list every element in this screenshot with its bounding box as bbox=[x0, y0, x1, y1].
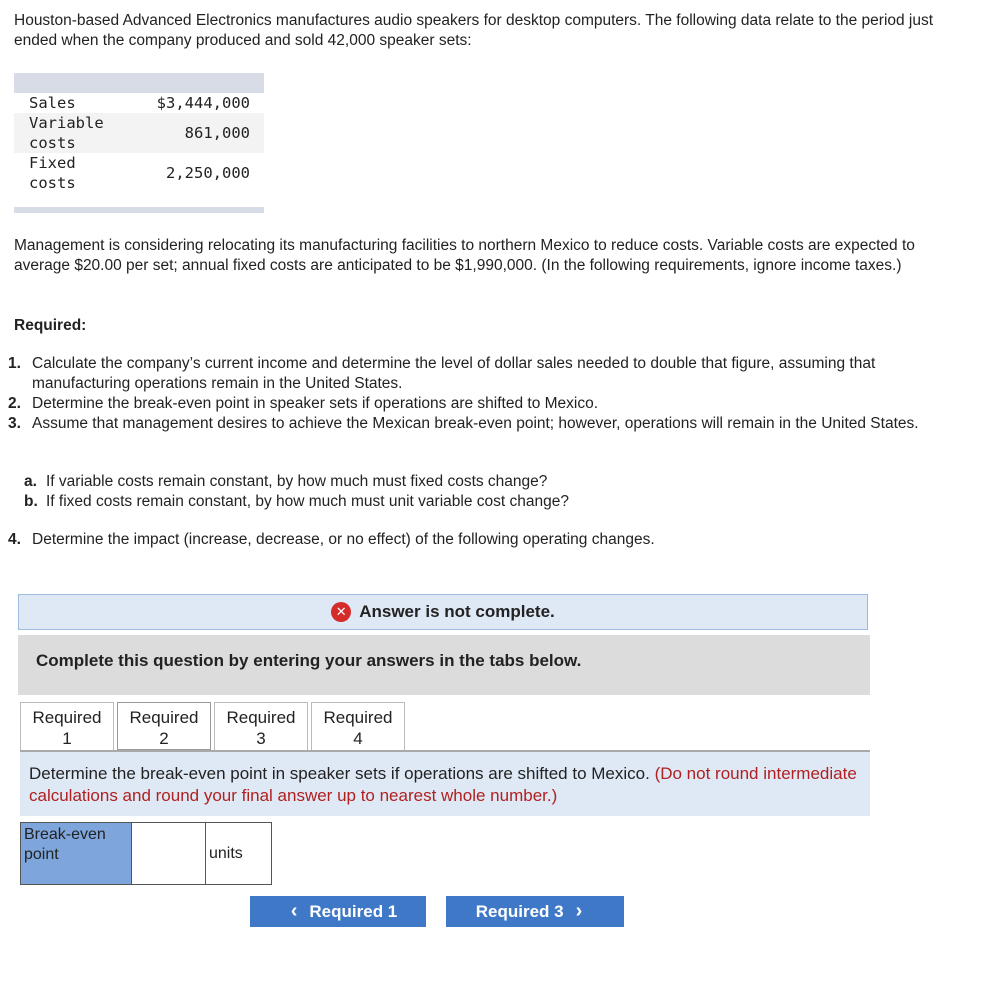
next-label: Required 3 bbox=[475, 901, 564, 921]
requirements-list bbox=[8, 354, 948, 434]
table-row bbox=[14, 113, 264, 153]
break-even-input[interactable] bbox=[132, 823, 205, 884]
item-text: If variable costs remain constant, by how much must fixed costs change? bbox=[46, 473, 548, 490]
requirement-4 bbox=[8, 530, 948, 550]
item-text: Assume that management desires to achieve the Mexican break-even point; however, operations will remain in the United States. bbox=[32, 415, 919, 432]
item-number: a. bbox=[24, 473, 37, 490]
answer-entry-row bbox=[20, 822, 272, 885]
list-item bbox=[24, 472, 569, 492]
tab-label: Required bbox=[129, 708, 199, 727]
item-text: Determine the break-even point in speaker sets if operations are shifted to Mexico. bbox=[32, 395, 599, 412]
item-text: If fixed costs remain constant, by how much must unit variable cost change? bbox=[46, 493, 569, 510]
row-value: $3,444,000 bbox=[156, 94, 250, 112]
answer-cell bbox=[132, 822, 206, 885]
intro-text: Houston-based Advanced Electronics manufactures audio speakers for desktop computers. The following data relate to the period just ended when the company produced and sold 42,000 speaker sets: bbox=[14, 12, 934, 49]
tab-label: Required bbox=[323, 708, 393, 727]
list-item bbox=[24, 492, 569, 512]
sub-requirements-list bbox=[24, 472, 569, 512]
x-circle-icon: ✕ bbox=[331, 602, 351, 622]
tab-number: 4 bbox=[353, 729, 363, 748]
list-item bbox=[8, 354, 948, 394]
break-even-label: Break-even point bbox=[20, 822, 132, 885]
prev-label: Required 1 bbox=[309, 901, 398, 921]
item-text: Determine the impact (increase, decrease, or no effect) of the following operating changes. bbox=[32, 531, 655, 548]
table-bottom-bar bbox=[14, 207, 264, 213]
tab-required-3[interactable] bbox=[214, 702, 308, 750]
item-number: 3. bbox=[8, 415, 21, 432]
tab-required-4[interactable] bbox=[311, 702, 405, 750]
question-text: Determine the break-even point in speaker sets if operations are shifted to Mexico. bbox=[29, 764, 650, 783]
list-item bbox=[8, 394, 948, 414]
tab-label: Required bbox=[32, 708, 102, 727]
prev-required-button[interactable] bbox=[250, 896, 426, 927]
item-number: 2. bbox=[8, 395, 21, 412]
answer-status-banner bbox=[18, 594, 868, 630]
instructions: Complete this question by entering your answers in the tabs below. bbox=[18, 635, 870, 695]
item-number: b. bbox=[24, 493, 38, 510]
row-value: 861,000 bbox=[184, 124, 250, 142]
required-heading: Required: bbox=[14, 317, 87, 334]
item-number: 1. bbox=[8, 355, 21, 372]
table-row bbox=[14, 93, 264, 113]
list-item bbox=[8, 530, 948, 550]
rounding-note: (Do not round intermediate calculations and round your final answer up to nearest whole number.) bbox=[29, 764, 857, 805]
tab-required-2[interactable] bbox=[117, 702, 211, 750]
list-item bbox=[8, 414, 948, 434]
item-text: Calculate the company’s current income and determine the level of dollar sales needed to double that figure, assuming that manufacturing operations remain in the United States. bbox=[32, 355, 876, 392]
unit-label: units bbox=[206, 822, 272, 885]
tab-required-1[interactable] bbox=[20, 702, 114, 750]
tab-panel-question bbox=[20, 752, 870, 816]
table-row bbox=[14, 153, 264, 193]
row-label: Fixed costs bbox=[29, 154, 76, 192]
tab-number: 2 bbox=[159, 729, 169, 748]
requirement-tabs bbox=[20, 702, 408, 750]
tab-label: Required bbox=[226, 708, 296, 727]
row-label: Variable costs bbox=[29, 114, 104, 152]
next-required-button[interactable] bbox=[446, 896, 624, 927]
cost-data-table bbox=[14, 73, 264, 213]
chevron-right-icon: › bbox=[575, 900, 583, 922]
table-top-bar bbox=[14, 73, 264, 93]
tab-number: 3 bbox=[256, 729, 266, 748]
banner-text: Answer is not complete. bbox=[359, 602, 555, 621]
chevron-left-icon: ‹ bbox=[290, 900, 298, 922]
tab-number: 1 bbox=[62, 729, 72, 748]
management-text: Management is considering relocating its manufacturing facilities to northern Mexico to reduce costs. Variable costs are expected to average $20.00 per set; annual fixed costs are anticipated to be $1,990,000. (In the following requirements, ignore income taxes.) bbox=[14, 237, 915, 274]
row-value: 2,250,000 bbox=[166, 164, 250, 182]
item-number: 4. bbox=[8, 531, 21, 548]
row-label: Sales bbox=[29, 94, 76, 112]
